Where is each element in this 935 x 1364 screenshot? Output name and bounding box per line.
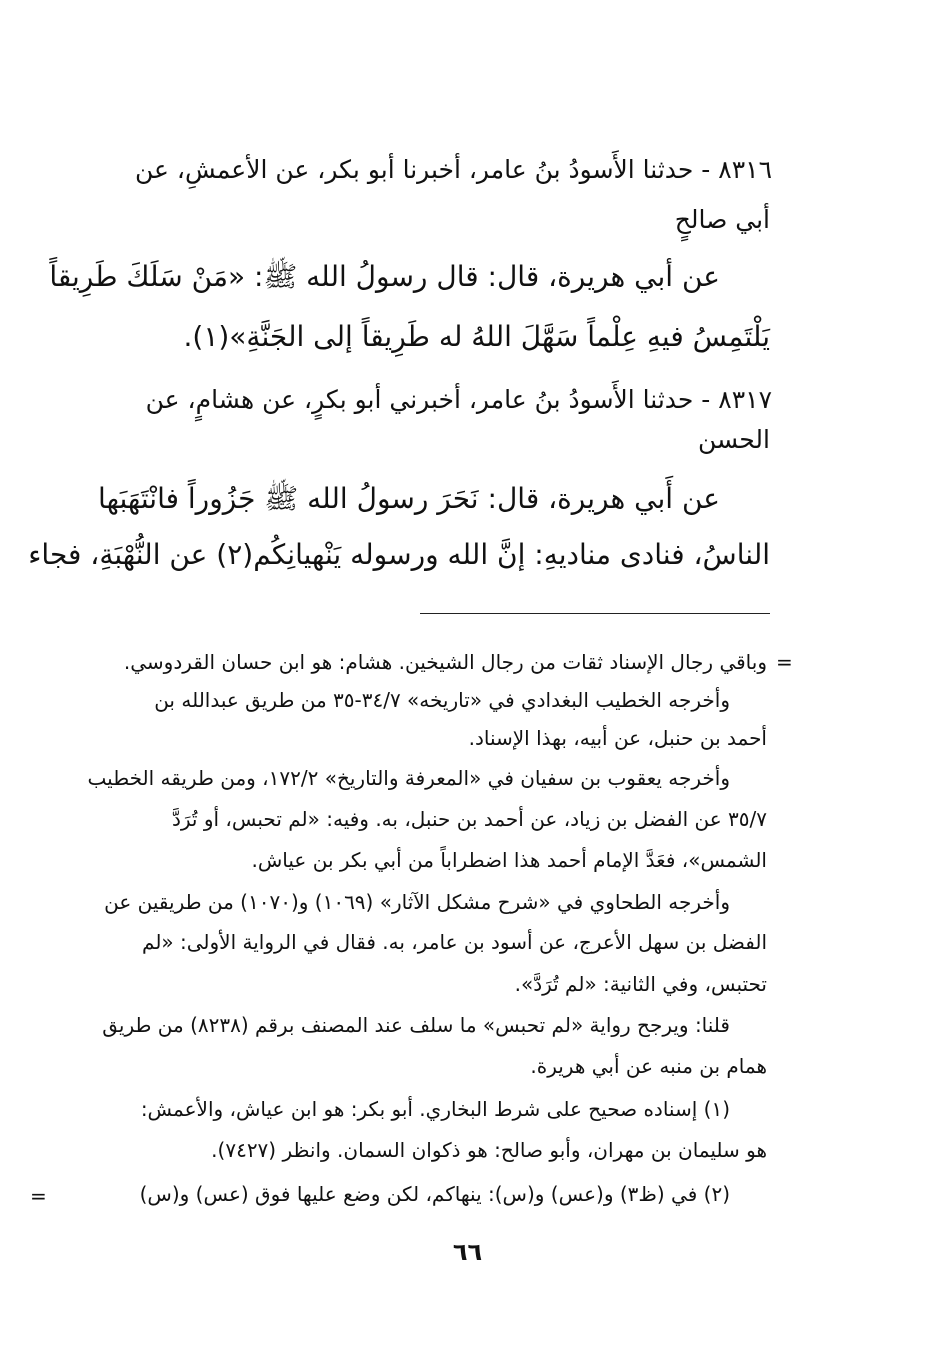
footnote-1-line-2: هو سليمان بن مهران، وأبو صالح: هو ذكوان السمان. وانظر (٧٤٢٧). — [211, 1138, 767, 1162]
footnote-line-11: همام بن منبه عن أبي هريرة. — [530, 1054, 767, 1078]
footnote-line-4: وأخرجه يعقوب بن سفيان في «المعرفة والتاريخ» ١٧٢/٢، ومن طريقه الخطيب — [87, 766, 730, 790]
footnote-line-5: ٣٥/٧ عن الفضل بن زياد، عن أحمد بن حنبل، به. وفيه: «لم تحبس، أو تُرَدَّ — [171, 807, 767, 831]
footnote-trailing-marker: = — [30, 1184, 47, 1208]
hadith-8316-isnad-line-2: أبي صالحٍ — [674, 205, 770, 234]
hadith-8316-matn-line-2: يَلْتَمِسُ فيهِ عِلْماً سَهَّلَ اللهُ له طَرِيقاً إلى الجَنَّةِ»(١). — [183, 320, 770, 353]
page-number: ٦٦ — [452, 1238, 483, 1266]
hadith-8317-isnad-line-2: الحسن — [697, 425, 770, 454]
footnote-line-10: قلنا: ويرجح رواية «لم تحبس» ما سلف عند المصنف برقم (٨٢٣٨) من طريق — [102, 1013, 730, 1037]
hadith-8316-isnad-line-1: ٨٣١٦ - حدثنا الأَسودُ بنُ عامر، أخبرنا أبو بكر، عن الأعمشِ، عن — [135, 155, 772, 184]
hadith-8316-matn-line-1: عن أبي هريرة، قال: قال رسولُ الله ﷺ: «مَنْ سَلَكَ طَرِيقاً — [49, 260, 720, 293]
footnote-line-2: وأخرجه الخطيب البغدادي في «تاريخه» ٣٤/٧-٣٥ من طريق عبدالله بن — [154, 688, 730, 712]
hadith-8317-matn-line-2: الناسُ، فنادى مناديهِ: إنَّ الله ورسوله يَنْهيانِكُم(٢) عن النُّهْبَةِ، فجاء — [28, 538, 770, 571]
footnote-separator — [420, 613, 770, 614]
footnote-line-6: الشمس»، فعَدَّ الإمام أحمد هذا اضطراباً من أبي بكر بن عياش. — [251, 848, 767, 872]
footnote-line-1: وباقي رجال الإسناد ثقات من رجال الشيخين. هشام: هو ابن حسان القردوسي. — [123, 650, 767, 674]
hadith-8317-isnad-line-1: ٨٣١٧ - حدثنا الأَسودُ بنُ عامر، أخبرني أبو بكرٍ، عن هشامٍ، عن — [145, 385, 772, 414]
footnote-continuation-marker: = — [776, 650, 793, 674]
footnote-line-9: تحتبس، وفي الثانية: «لم تُرَدَّ». — [514, 972, 767, 996]
footnote-1-line-1: (١) إسناده صحيح على شرط البخاري. أبو بكر: هو ابن عياش، والأعمش: — [140, 1097, 730, 1121]
footnote-line-3: أحمد بن حنبل، عن أبيه، بهذا الإسناد. — [468, 726, 767, 750]
hadith-8317-matn-line-1: عن أَبي هريرة، قال: نَحَرَ رسولُ الله ﷺ جَزُوراً فانْتَهَبَها — [98, 482, 720, 515]
footnote-line-8: الفضل بن سهل الأعرج، عن أسود بن عامر، به. فقال في الرواية الأولى: «لم — [142, 930, 767, 954]
footnote-line-7: وأخرجه الطحاوي في «شرح مشكل الآثار» (١٠٦٩) و(١٠٧٠) من طريقين عن — [104, 890, 730, 914]
footnote-2-line-1: (٢) في (ظ٣) و(عس) و(س): ينهاكم، لكن وضع عليها فوق (عس) و(س) — [139, 1182, 730, 1206]
